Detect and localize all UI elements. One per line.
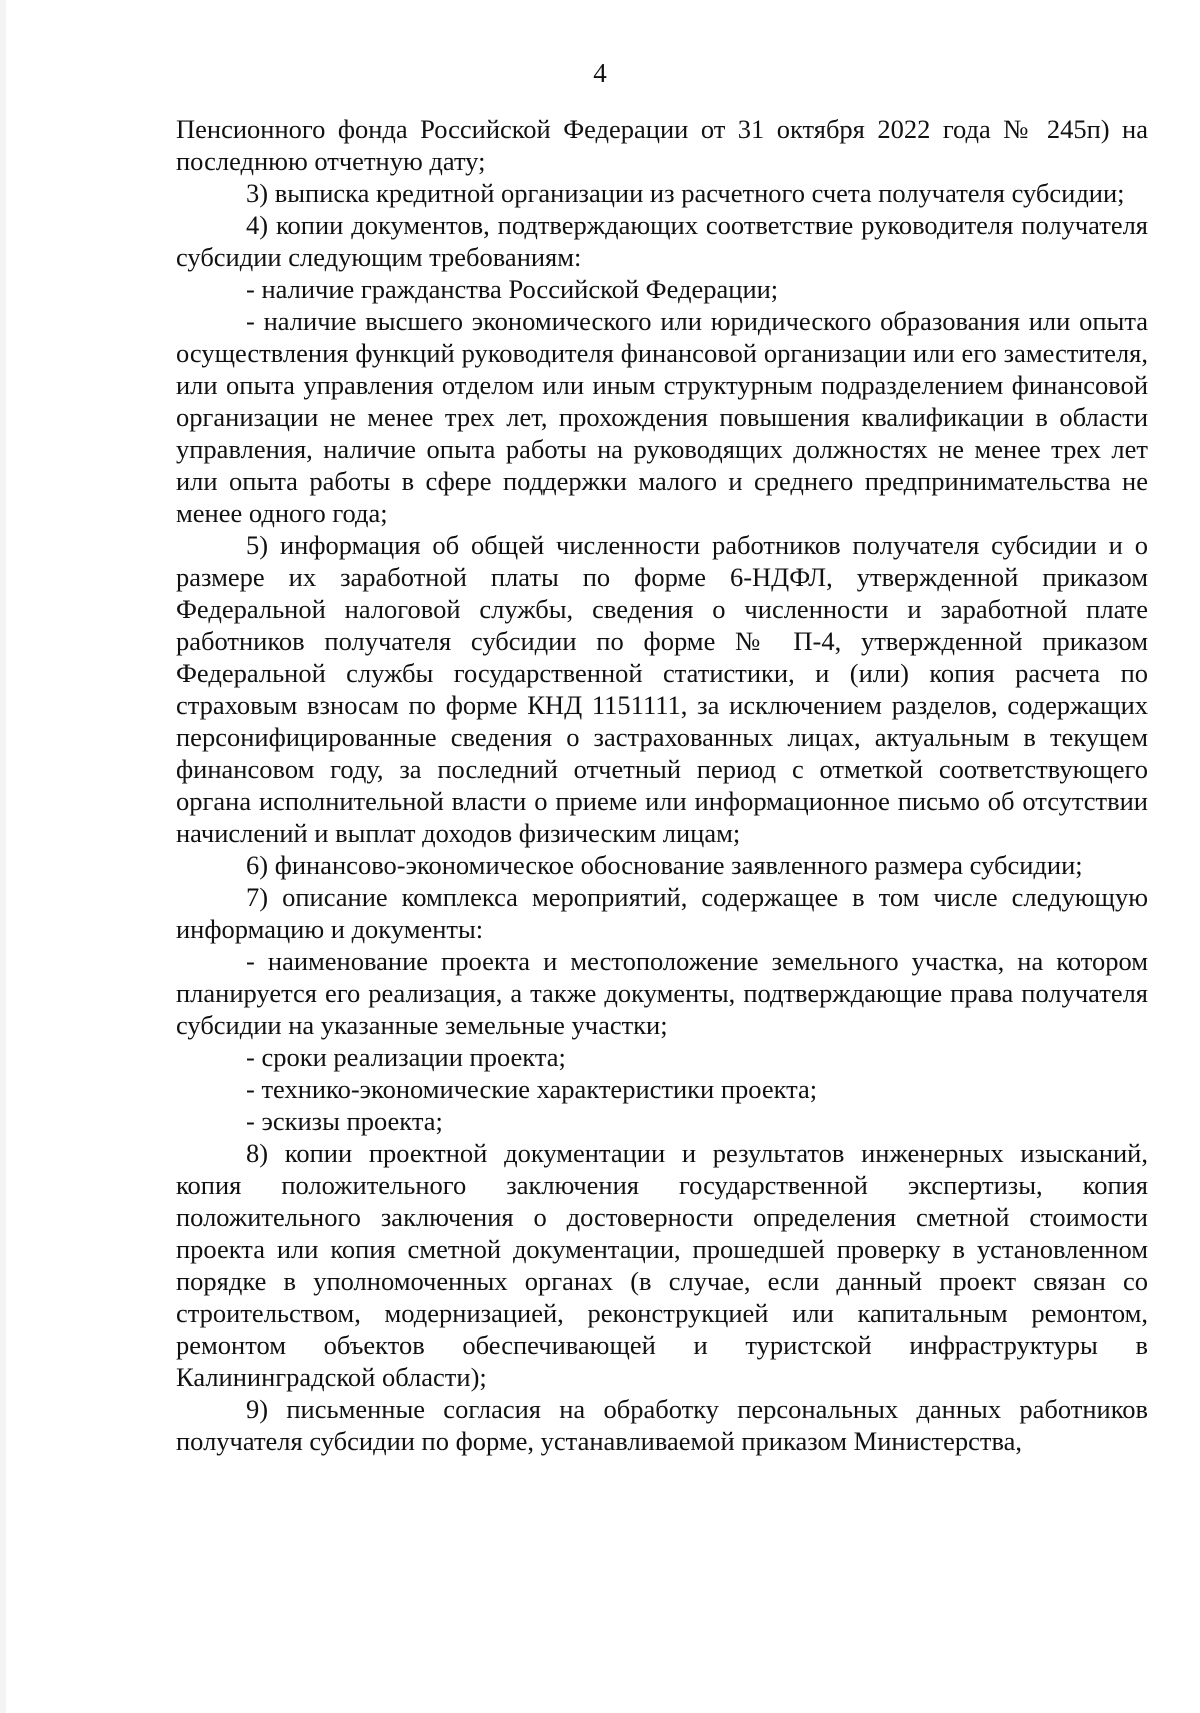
paragraph: 3) выписка кредитной организации из расчетного счета получателя субсидии; bbox=[246, 178, 1125, 208]
paragraph: - технико-экономические характеристики проекта; bbox=[246, 1074, 818, 1104]
paragraph: - наличие гражданства Российской Федерации; bbox=[246, 274, 779, 304]
paragraph: - сроки реализации проекта; bbox=[246, 1042, 566, 1072]
page-number: 4 bbox=[593, 58, 607, 88]
paragraph: 6) финансово-экономическое обоснование заявленного размера субсидии; bbox=[246, 850, 1083, 880]
paragraph: - наименование проекта и местоположение земельного участка, на котором планируется его реализация, а также документы, подтверждающие права получателя субсидии на указанные земельные участки; bbox=[176, 946, 1148, 1040]
scan-edge bbox=[0, 0, 6, 1713]
paragraph: Пенсионного фонда Российской Федерации от 31 октября 2022 года № 245п) на последнюю отчетную дату; bbox=[176, 114, 1148, 176]
paragraph: 8) копии проектной документации и результатов инженерных изысканий, копия положительного заключения государственной экспертизы, копия положительного заключения о достоверности определения сметной стоимости проекта или копия сметной документации, прошедшей проверку в установленном порядке в уполномоченных органах (в случае, если данный проект связан со строительством, модернизацией, реконструкцией или капитальным ремонтом, ремонтом объектов обеспечивающей и туристской инфраструктуры в Калининградской области); bbox=[176, 1138, 1148, 1392]
paragraph: 4) копии документов, подтверждающих соответствие руководителя получателя субсидии следующим требованиям: bbox=[176, 210, 1148, 272]
paragraph: 5) информация об общей численности работников получателя субсидии и о размере их заработной платы по форме 6-НДФЛ, утвержденной приказом Федеральной налоговой службы, сведения о численности и заработной плате работников получателя субсидии по форме № П-4, утвержденной приказом Федеральной службы государственной статистики, и (или) копия расчета по страховым взносам по форме КНД 1151111, за исключением разделов, содержащих персонифицированные сведения о застрахованных лицах, актуальным в текущем финансовом году, за последний отчетный период с отметкой соответствующего органа исполнительной власти о приеме или информационное письмо об отсутствии начислений и выплат доходов физическим лицам; bbox=[176, 530, 1148, 848]
paragraph: - наличие высшего экономического или юридического образования или опыта осуществления функций руководителя финансовой организации или его заместителя, или опыта управления отделом или иным структурным подразделением финансовой организации не менее трех лет, прохождения повышения квалификации в области управления, наличие опыта работы на руководящих должностях не менее трех лет или опыта работы в сфере поддержки малого и среднего предпринимательства не менее одного года; bbox=[176, 306, 1148, 528]
paragraph: 9) письменные согласия на обработку персональных данных работников получателя субсидии по форме, устанавливаемой приказом Министерства, bbox=[176, 1394, 1148, 1456]
paragraph: - эскизы проекта; bbox=[246, 1106, 443, 1136]
document-body bbox=[176, 113, 1148, 1457]
paragraph: 7) описание комплекса мероприятий, содержащее в том числе следующую информацию и документы: bbox=[176, 882, 1148, 944]
